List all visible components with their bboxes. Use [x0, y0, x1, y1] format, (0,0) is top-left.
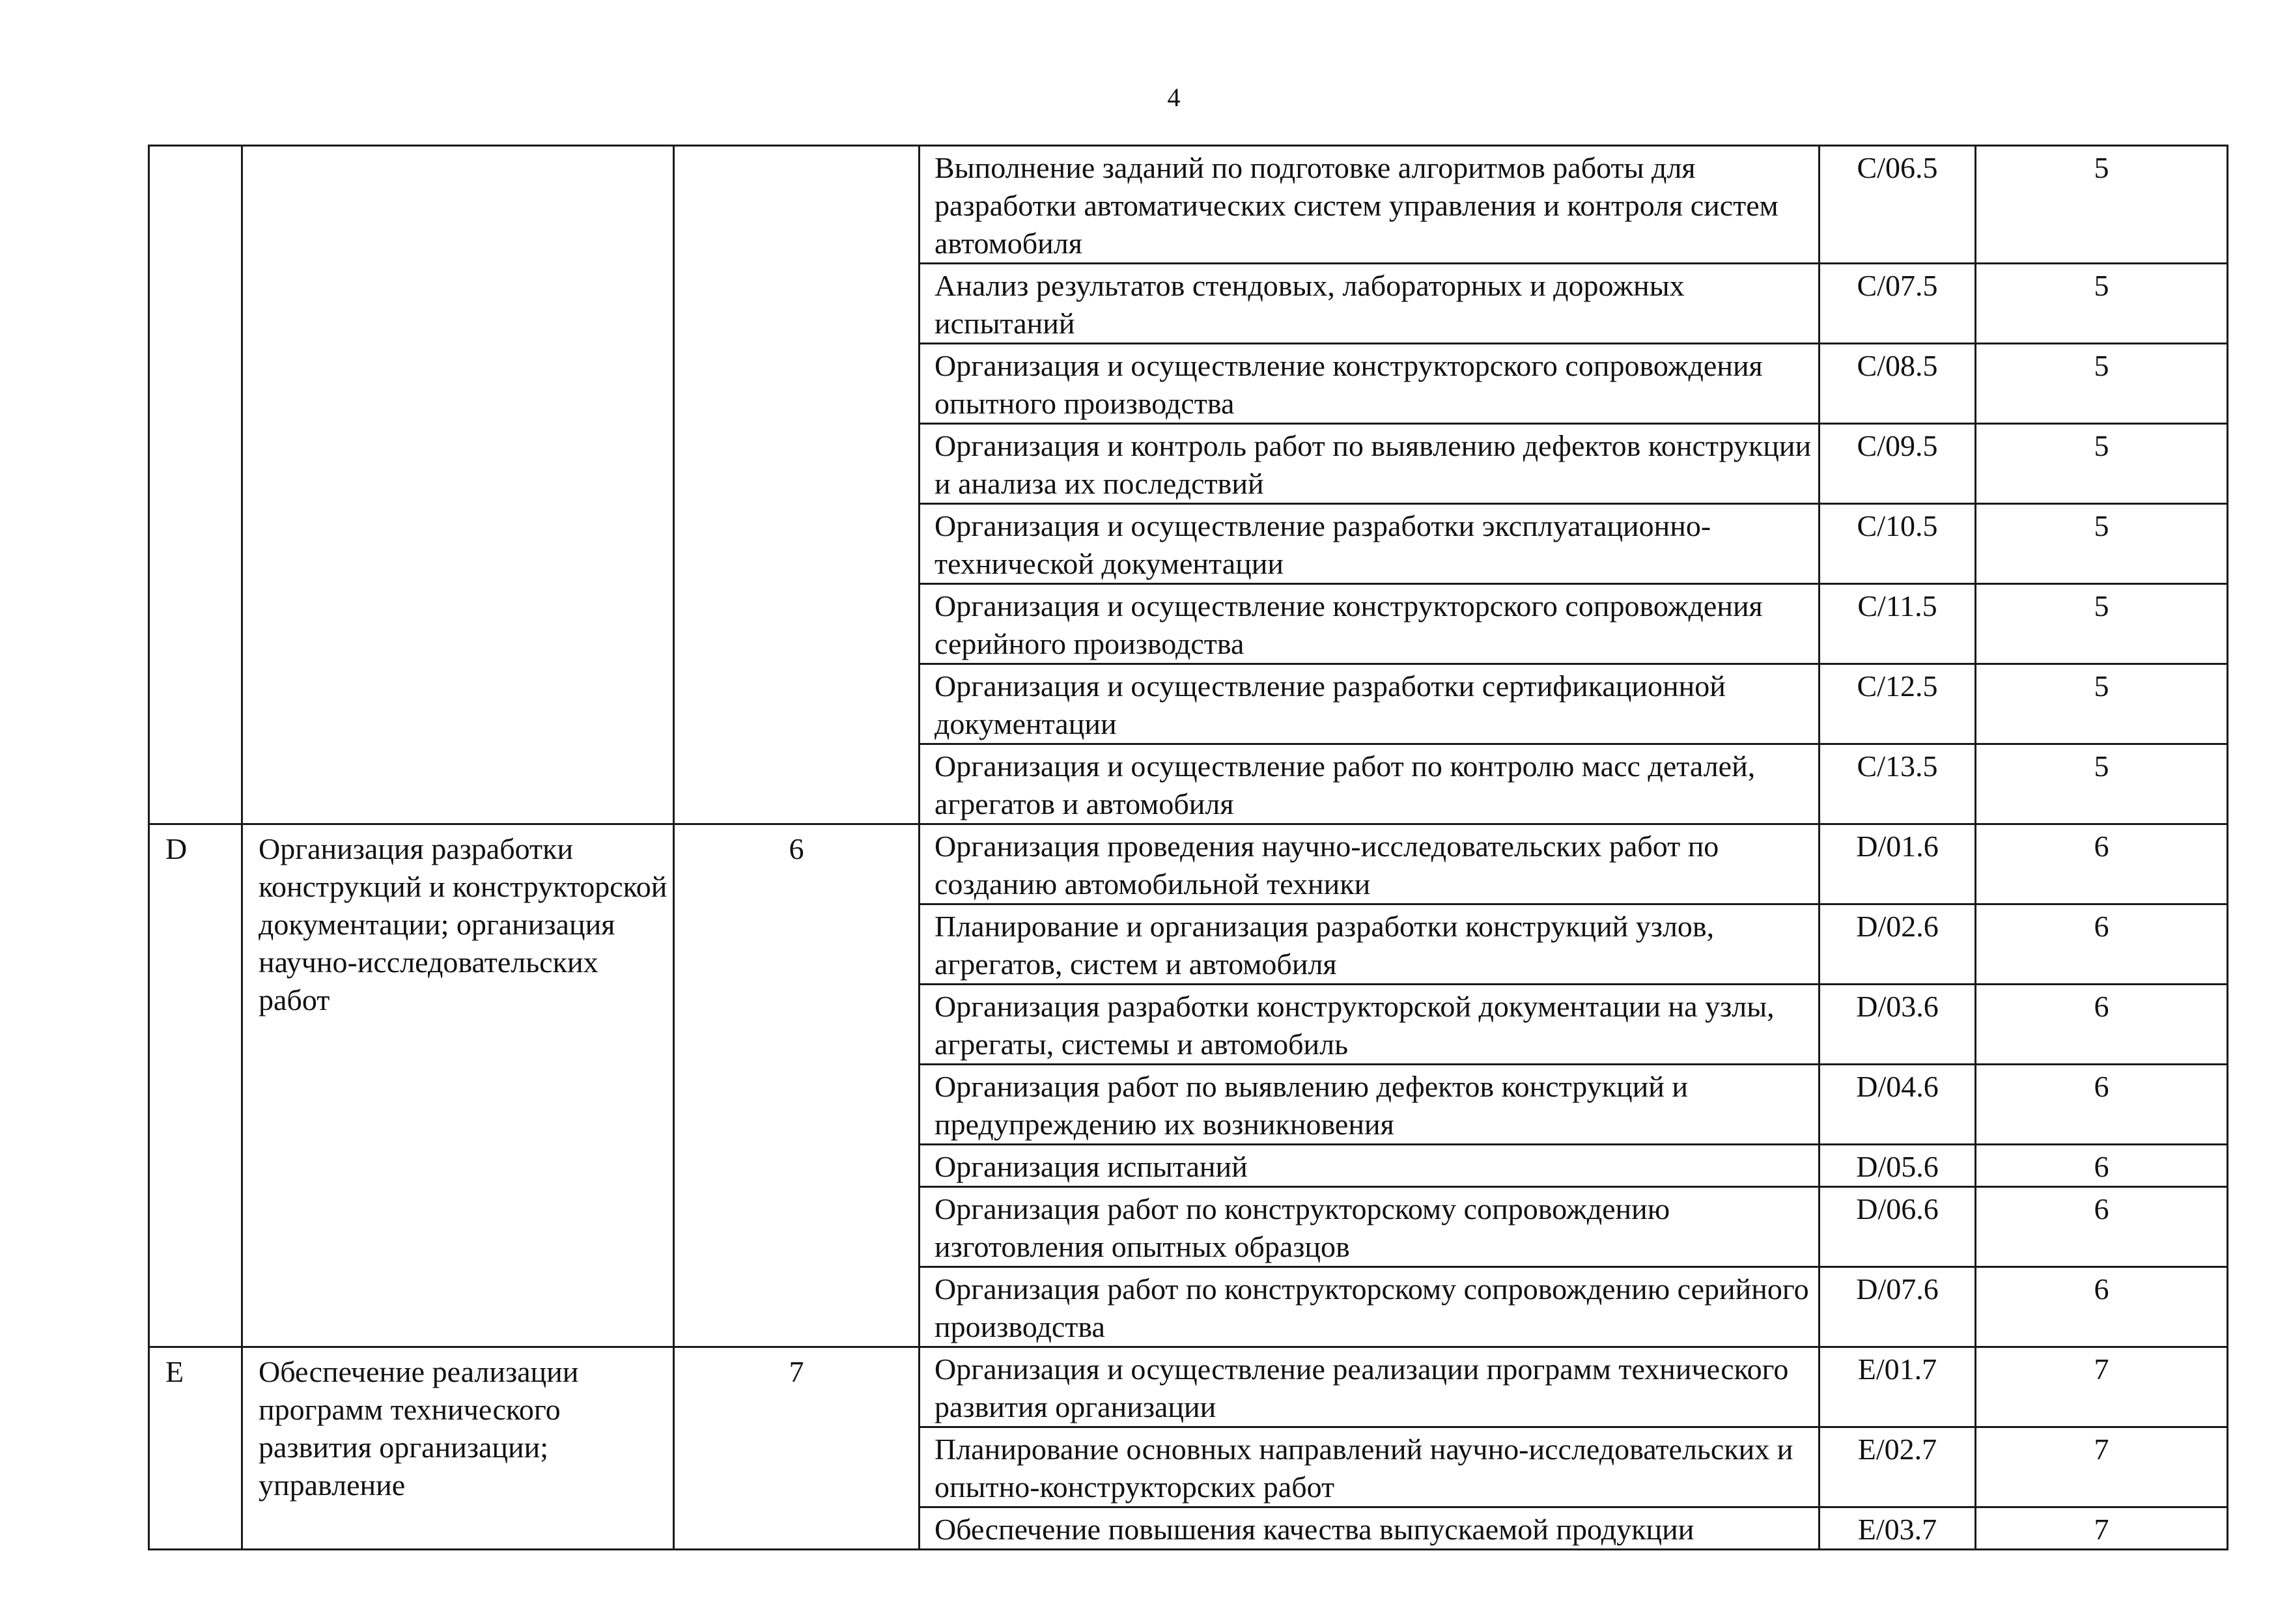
labor-function-code: C/06.5: [1820, 146, 1976, 264]
labor-function-code: C/07.5: [1820, 264, 1976, 344]
labor-function-level: 5: [1976, 424, 2228, 504]
labor-function-level: 6: [1976, 904, 2228, 985]
labor-function-level: 6: [1976, 1145, 2228, 1187]
labor-function-code: C/09.5: [1820, 424, 1976, 504]
functions-table: [148, 145, 2228, 1550]
labor-function-title: Организация работ по конструкторскому сопровождению изготовления опытных образцов: [920, 1187, 1820, 1267]
labor-function-level: 6: [1976, 824, 2228, 904]
labor-function-code: D/05.6: [1820, 1145, 1976, 1187]
labor-function-code: E/02.7: [1820, 1427, 1976, 1507]
labor-function-code: D/03.6: [1820, 985, 1976, 1065]
labor-function-code: D/07.6: [1820, 1267, 1976, 1347]
labor-function-title: Организация испытаний: [920, 1145, 1820, 1187]
labor-function-title: Организация проведения научно-исследовательских работ по созданию автомобильной техники: [920, 824, 1820, 904]
labor-function-level: 5: [1976, 504, 2228, 584]
page-number: 4: [1167, 83, 1181, 112]
labor-function-title: Выполнение заданий по подготовке алгоритмов работы для разработки автоматических систем управления и контроля систем автомобиля: [920, 146, 1820, 264]
labor-function-level: 6: [1976, 1187, 2228, 1267]
labor-function-title: Организация и осуществление реализации программ технического развития организации: [920, 1347, 1820, 1427]
labor-function-level: 6: [1976, 1065, 2228, 1145]
labor-function-code: D/01.6: [1820, 824, 1976, 904]
generalized-function-name: [242, 146, 674, 824]
labor-function-title: Организация и контроль работ по выявлению дефектов конструкции и анализа их последствий: [920, 424, 1820, 504]
labor-function-code: D/06.6: [1820, 1187, 1976, 1267]
labor-function-title: Планирование и организация разработки конструкций узлов, агрегатов, систем и автомобиля: [920, 904, 1820, 985]
labor-function-level: 7: [1976, 1427, 2228, 1507]
labor-function-level: 5: [1976, 264, 2228, 344]
generalized-function-code: [149, 146, 242, 824]
labor-function-title: Организация и осуществление работ по контролю масс деталей, агрегатов и автомобиля: [920, 744, 1820, 824]
labor-function-level: 7: [1976, 1507, 2228, 1550]
labor-function-code: E/03.7: [1820, 1507, 1976, 1550]
labor-function-code: D/04.6: [1820, 1065, 1976, 1145]
labor-function-code: C/08.5: [1820, 344, 1976, 424]
labor-function-title: Организация и осуществление конструкторского сопровождения серийного производства: [920, 584, 1820, 664]
generalized-function-name: Организация разработки конструкций и конструкторской документации; организация научно-исследовательских работ: [242, 824, 674, 1347]
qualification-level: 6: [674, 824, 920, 1347]
labor-function-code: C/12.5: [1820, 664, 1976, 744]
labor-function-code: C/10.5: [1820, 504, 1976, 584]
qualification-level: [674, 146, 920, 824]
labor-function-code: C/13.5: [1820, 744, 1976, 824]
labor-function-code: D/02.6: [1820, 904, 1976, 985]
labor-function-code: E/01.7: [1820, 1347, 1976, 1427]
labor-function-title: Организация работ по выявлению дефектов конструкций и предупреждению их возникновения: [920, 1065, 1820, 1145]
generalized-function-code: E: [149, 1347, 242, 1550]
labor-function-title: Обеспечение повышения качества выпускаемой продукции: [920, 1507, 1820, 1550]
generalized-function-name: Обеспечение реализации программ технического развития организации; управление: [242, 1347, 674, 1550]
table-row: [149, 146, 2228, 264]
labor-function-title: Анализ результатов стендовых, лабораторных и дорожных испытаний: [920, 264, 1820, 344]
labor-function-title: Организация разработки конструкторской документации на узлы, агрегаты, системы и автомобиль: [920, 985, 1820, 1065]
labor-function-level: 6: [1976, 1267, 2228, 1347]
table-row: [149, 824, 2228, 904]
labor-function-level: 5: [1976, 584, 2228, 664]
labor-function-title: Планирование основных направлений научно-исследовательских и опытно-конструкторских работ: [920, 1427, 1820, 1507]
labor-function-title: Организация и осуществление конструкторского сопровождения опытного производства: [920, 344, 1820, 424]
labor-function-title: Организация и осуществление разработки сертификационной документации: [920, 664, 1820, 744]
labor-function-code: C/11.5: [1820, 584, 1976, 664]
labor-function-level: 6: [1976, 985, 2228, 1065]
labor-function-title: Организация работ по конструкторскому сопровождению серийного производства: [920, 1267, 1820, 1347]
generalized-function-code: D: [149, 824, 242, 1347]
labor-function-level: 5: [1976, 664, 2228, 744]
table-row: [149, 1347, 2228, 1427]
labor-function-level: 5: [1976, 744, 2228, 824]
labor-function-title: Организация и осуществление разработки эксплуатационно-технической документации: [920, 504, 1820, 584]
qualification-level: 7: [674, 1347, 920, 1550]
labor-function-level: 5: [1976, 344, 2228, 424]
labor-function-level: 7: [1976, 1347, 2228, 1427]
labor-function-level: 5: [1976, 146, 2228, 264]
